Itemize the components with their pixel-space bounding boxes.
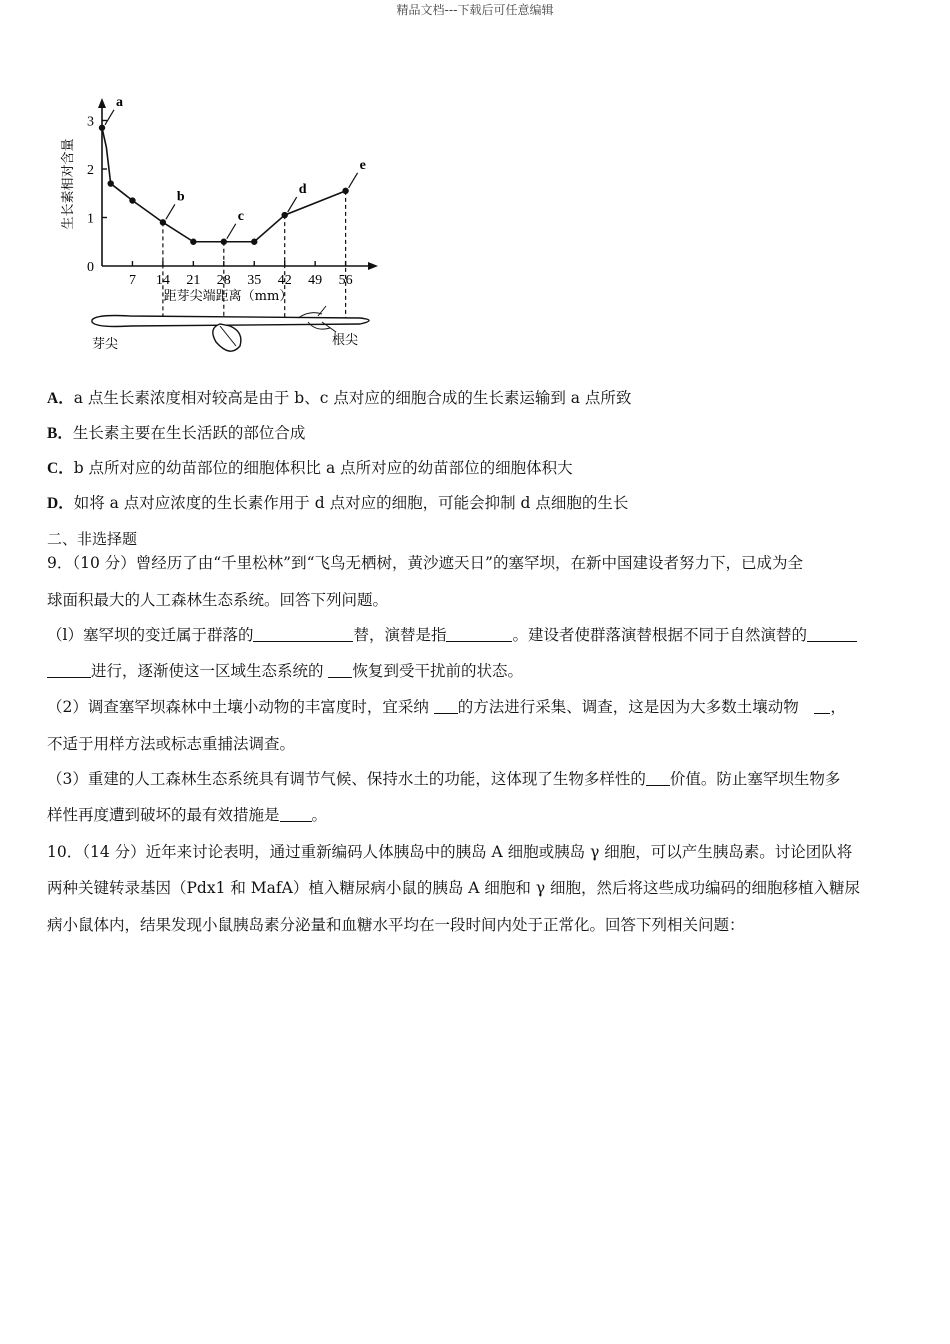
q9-part2-cont: 不适于用样方法或标志重捕法调查。 [47, 735, 296, 753]
q9-p1-text-c: 。建设者使群落演替根据不同于自然演替的 [512, 626, 807, 644]
q9-p1-blank-4[interactable] [328, 661, 352, 678]
q9-p3-blank-2[interactable] [280, 805, 312, 822]
q9-p1-text-d: 进行，逐渐使这一区域生态系统的 [91, 662, 329, 680]
point-label-c: c [237, 208, 245, 224]
bud-tip-caption: 芽尖 [92, 337, 119, 352]
q9-p1-blank-3[interactable] [807, 625, 857, 642]
option-a [47, 386, 907, 411]
option-c [47, 456, 907, 481]
x-tick-label: 42 [277, 273, 292, 288]
q9-p1-blank-2[interactable] [446, 625, 512, 642]
option-c-letter: C． [47, 460, 74, 477]
y-tick-label: 0 [87, 260, 94, 275]
q9-p2-blank-2[interactable] [814, 697, 830, 714]
q9-p3-text-b: 价值。防止塞罕坝生物多 [669, 770, 841, 788]
data-point [99, 125, 105, 131]
q9-stem-line2: 球面积最大的人工森林生态系统。回答下列问题。 [47, 591, 389, 609]
leaf-illustration [213, 324, 241, 351]
q9-part1-cont [47, 659, 907, 683]
page-header: 精品文档---下载后可任意编辑 [396, 3, 554, 17]
q9-part3 [47, 767, 907, 791]
q9-p2-text-a: （2）调查塞罕坝森林中土壤小动物的丰富度时，宜采纳 [47, 698, 434, 716]
option-a-letter: A． [47, 390, 74, 407]
q9-part1 [47, 623, 907, 647]
y-tick-label: 1 [87, 211, 94, 227]
data-point [160, 219, 166, 225]
data-point [190, 239, 196, 245]
y-axis-label: 生长素相对含量 [61, 138, 76, 230]
q10-line2: 两种关键转录基因（Pdx1 和 MafA）植入糖尿病小鼠的胰岛 A 细胞和 γ 细胞，然后将这些成功编码的细胞移植入糖尿 [47, 879, 861, 897]
q9-p3-text-a: （3）重建的人工森林生态系统具有调节气候、保持水土的功能，这体现了生物多样性的 [47, 770, 646, 788]
q9-p1-text-e: 恢复到受干扰前的状态。 [352, 662, 523, 680]
q10-line3: 病小鼠体内，结果发现小鼠胰岛素分泌量和血糖水平均在一段时间内处于正常化。回答下列相关问题： [47, 916, 745, 934]
q9-part3-cont [47, 803, 907, 827]
data-point [129, 197, 135, 203]
pointer-e [349, 173, 358, 188]
x-tick-label: 28 [216, 273, 231, 288]
point-label-b: b [176, 189, 185, 205]
data-point [108, 180, 114, 186]
q9-p3-blank-1[interactable] [646, 769, 670, 786]
y-tick-label: 2 [87, 163, 94, 178]
q10-line1: 10．（14 分）近年来讨论表明，通过重新编码人体胰岛中的胰岛 A 细胞或胰岛 γ 细胞，可以产生胰岛素。讨论团队将 [47, 843, 853, 861]
pointer-d [288, 197, 297, 212]
auxin-series-line [102, 128, 346, 242]
option-d [47, 491, 907, 516]
section-title: 二、非选择题 [47, 530, 138, 548]
q9-p2-text-b: 的方法进行采集、调查，这是因为大多数土壤动物 [457, 698, 815, 716]
pointer-c [227, 224, 236, 239]
x-tick-label: 49 [308, 273, 323, 288]
pointer-b [166, 204, 175, 219]
option-c-text: b 点所对应的幼苗部位的细胞体积比 a 点所对应的幼苗部位的细胞体积大 [73, 459, 573, 477]
data-point [221, 239, 227, 245]
option-b-text: 生长素主要在生长活跃的部位合成 [72, 424, 306, 442]
option-b [47, 421, 907, 446]
option-d-text: 如将 a 点对应浓度的生长素作用于 d 点对应的细胞，可能会抑制 d 点细胞的生长 [73, 494, 629, 512]
point-label-a: a [116, 96, 123, 110]
auxin-chart [60, 96, 390, 358]
data-point [282, 212, 288, 218]
x-tick-label: 56 [338, 273, 353, 288]
seedling-stem-illustration [92, 316, 369, 327]
point-label-d: d [298, 182, 307, 198]
x-tick-label: 35 [247, 273, 262, 288]
option-d-letter: D． [47, 495, 74, 512]
x-axis-arrow [368, 262, 378, 270]
root-tip-caption: 根尖 [332, 333, 359, 348]
data-point [251, 239, 257, 245]
x-tick-label: 14 [155, 273, 170, 288]
x-tick-label: 7 [128, 273, 136, 288]
q9-stem-line1: 9．（10 分）曾经历了由“千里松林”到“飞鸟无栖树，黄沙遮天日”的塞罕坝，在新中国建设者努力下，已成为全 [47, 554, 803, 572]
q9-p2-text-c: ， [830, 698, 846, 716]
y-tick-label: 3 [87, 114, 94, 130]
x-tick-label: 21 [186, 273, 201, 288]
q9-p1-blank-1[interactable] [253, 625, 353, 642]
option-a-text: a 点生长素浓度相对较高是由于 b、c 点对应的细胞合成的生长素运输到 a 点所致 [73, 389, 632, 407]
q9-p1-blank-3-cont[interactable] [47, 661, 91, 678]
q9-p3-text-c: 样性再度遭到破坏的最有效措施是 [47, 806, 280, 824]
q9-p3-text-d: 。 [311, 806, 328, 824]
y-axis-arrow [98, 98, 106, 108]
q9-p2-blank-1[interactable] [434, 697, 458, 714]
auxin-figure [60, 96, 390, 358]
option-b-letter: B． [47, 425, 73, 442]
q9-p1-text-b: 替，演替是指 [353, 626, 447, 644]
point-label-e: e [359, 157, 366, 173]
q9-p1-text-a: （l）塞罕坝的变迁属于群落的 [47, 626, 254, 644]
pointer-a [105, 110, 114, 125]
q9-part2 [47, 695, 907, 719]
x-axis-label: 距芽尖端距离（mm） [163, 289, 293, 304]
data-point [342, 188, 348, 194]
